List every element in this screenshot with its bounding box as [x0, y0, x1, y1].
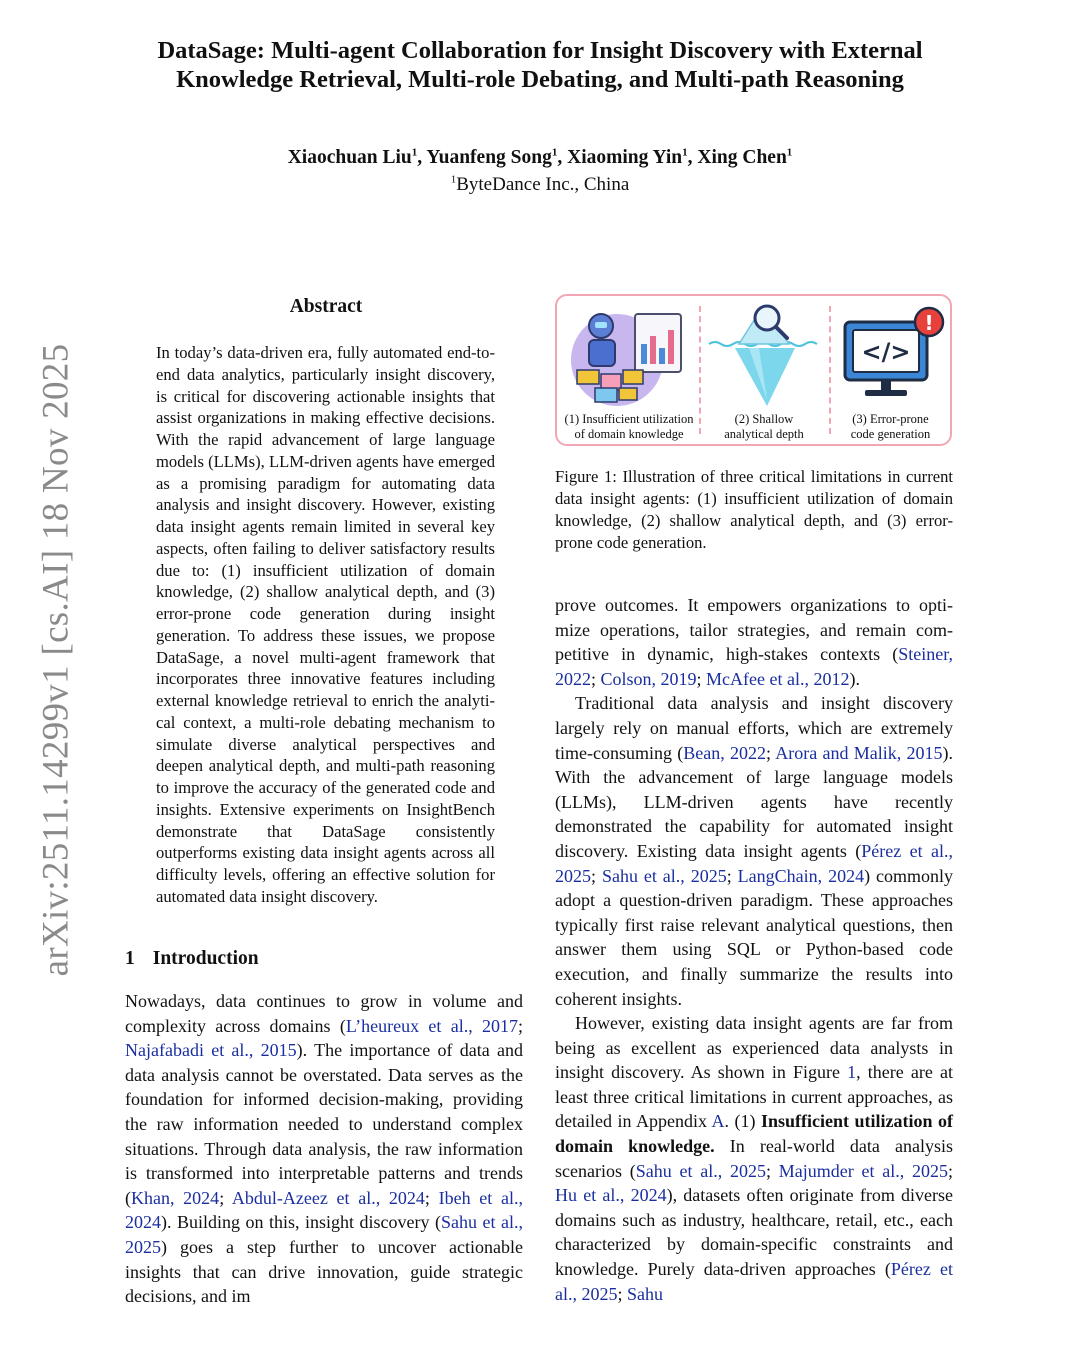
abstract-heading: Abstract	[289, 296, 363, 317]
body-text: ).	[849, 668, 860, 689]
citation-link[interactable]: Sahu et al., 2025	[601, 865, 727, 886]
section-heading	[125, 948, 259, 970]
citation-link[interactable]: Hu et al., 2024	[555, 1185, 667, 1206]
figure-caption: Figure 1: Illustration of three critical limitations in current data insight agents: (1) insufficient utilization of domain knowledge, (2) shallow analytical depth, and (3) error-prone code generation.	[555, 467, 953, 552]
code-symbol: </>	[861, 338, 911, 366]
panel-label: (3) Error-prone code generation	[850, 412, 931, 441]
citation-link[interactable]: LangChain, 2024	[737, 865, 865, 886]
body-text: ;	[765, 742, 776, 763]
paragraph	[555, 1011, 953, 1306]
citation-link[interactable]: Khan, 2024	[131, 1187, 220, 1208]
title-line-1: DataSage: Multi-agent Collaboration for Insight Discovery with External	[157, 37, 923, 64]
citation-link[interactable]: Abdul-Azeez et al., 2024	[231, 1187, 425, 1208]
paper-title	[60, 36, 1020, 94]
alert-icon: !	[924, 311, 934, 335]
citation-link[interactable]: Sahu et al., 2025	[635, 1160, 766, 1181]
abstract-body: In today’s data-driven era, fully automated end-to-end data analytics, particularly insight discovery, is critical for discovering actionable insights that assist organizations in making effective decisions. With the rapid advancement of large language models (LLMs), LLM-driven agents have emerged as a promising paradigm for automating data analysis and insight discovery. However, existing data insight agents remain limited in several key aspects, often failing to deliver satisfactory results due to: (1) insufficient utilization of domain knowledge, (2) shallow analytical depth, and (3) error-prone code generation during insight generation. To address these issues, we propose DataSage, a novel multi-agent framework that incorporates three innovative features including external knowledge retrieval to enrich the analytical context, a multi-role debating mechanism to simulate diverse analytical perspectives and deepen analytical depth, and multi-path reasoning to improve the accuracy of the generated code and insights. Extensive experiments on InsightBench demonstrate that DataSage consistently outperforms existing data insight agents across all difficulty levels, offering an effective solution for automated data insight discovery.	[156, 343, 495, 906]
monitor-code-icon	[835, 300, 949, 410]
iceberg-magnifier-icon	[705, 300, 825, 410]
body-text: ). With the advancement of large language models (LLMs), LLM-driven agents have recently demonstrated the capability for automated insight discovery. Existing data insight agents (	[555, 742, 953, 861]
body-text: Nowadays, data continues to grow in volume and complexity across domains (	[125, 991, 523, 1036]
panel-label: (2) Shallow analytical depth	[724, 412, 804, 441]
citation-link[interactable]: Najafabadi et al., 2015	[125, 1040, 297, 1061]
body-text: Traditional data analysis and insight discovery largely rely on manual efforts, which are extremely time-consuming (	[555, 693, 953, 763]
paragraph	[555, 593, 953, 691]
body-text: However, existing data insight agents are far from being as excellent as experienced data analysts in insight discovery. As shown in Figure	[555, 1013, 953, 1083]
body-text: ;	[591, 668, 601, 689]
intro-right-column	[555, 593, 953, 1306]
body-text: ). Building on this, insight discovery (	[161, 1212, 442, 1233]
paragraph	[555, 691, 953, 1011]
robot-puzzle-icon	[565, 300, 695, 410]
citation-link[interactable]: Majumder et al., 2025	[778, 1160, 948, 1181]
author: Xiaochuan Liu$^1$,	[287, 146, 427, 168]
section-number: 1	[125, 948, 135, 969]
author: Xing Chen$^1$	[697, 146, 793, 168]
citation-link[interactable]: Sahu et al., 2025	[125, 1212, 523, 1257]
author-list	[60, 146, 1020, 170]
author: Yuanfeng Song$^1$,	[426, 146, 568, 168]
body-text: ;	[947, 1160, 953, 1181]
citation-link[interactable]: Arora and Malik, 2015	[775, 742, 943, 763]
body-text: ;	[617, 1283, 628, 1304]
body-text: ;	[591, 865, 602, 886]
body-text: ) commonly adopt a question-driven paradigm. These approaches typically first raise relevant analytical questions, then answer them using SQL or Python-based code execution, and finally summarize the results into coherent insights.	[555, 865, 953, 1009]
citation-link[interactable]: Colson, 2019	[600, 668, 697, 689]
arxiv-identifier: arXiv:2511.14299v1 [cs.AI] 18 Nov 2025	[35, 343, 77, 977]
body-text: In real-world data analysis scenarios (	[555, 1136, 953, 1181]
body-text: ;	[424, 1187, 439, 1208]
section-title: Introduction	[152, 948, 259, 969]
body-text: , there are at least three critical limitations in current approaches, as detailed in Appendix	[555, 1062, 954, 1132]
citation-link[interactable]: L’heureux et al., 2017	[345, 1015, 518, 1036]
affiliation: $^1$ByteDance Inc., China	[450, 173, 630, 195]
body-text: . (1)	[724, 1111, 761, 1132]
bold-text: Insufficient utilization of domain knowledge.	[555, 1111, 953, 1157]
citation-link[interactable]: Pérez et al., 2025	[555, 840, 954, 886]
figure-1	[555, 294, 952, 446]
citation-link[interactable]: Sahu	[627, 1283, 664, 1304]
title-line-2: Knowledge Retrieval, Multi-role Debating, and Multi-path Reasoning	[176, 66, 904, 93]
body-text: ). The importance of data and data analysis cannot be overstated. Data serves as the foundation for informed decision-making, providing the raw information needed to understand complex situations. Through data analysis, the raw information is transformed into interpretable patterns and trends (	[125, 1040, 523, 1208]
body-text: ;	[696, 668, 707, 689]
citation-link[interactable]: A	[711, 1111, 725, 1132]
author: Xiaoming Yin$^1$,	[567, 146, 698, 168]
citation-link[interactable]: Bean, 2022	[683, 742, 766, 763]
body-text: ;	[765, 1160, 779, 1181]
panel-label: (1) Insufficient utilization of domain knowledge	[564, 412, 694, 441]
citation-link[interactable]: McAfee et al., 2012	[706, 668, 850, 689]
body-text: ;	[517, 1015, 523, 1036]
citation-link[interactable]: Pérez et al., 2025	[555, 1259, 953, 1304]
intro-left-column	[125, 989, 523, 1309]
citation-link[interactable]: 1	[847, 1062, 857, 1083]
body-text: ;	[219, 1187, 232, 1208]
body-text: ;	[726, 865, 738, 886]
body-text: ), datasets often originate from diverse domains such as industry, healthcare, retail, etc., each characterized by domain-specific constraints and knowledge. Purely data-driven approaches (	[555, 1185, 954, 1280]
citation-link[interactable]: Steiner, 2022	[555, 644, 953, 689]
citation-link[interactable]: Ibeh et al., 2024	[125, 1187, 523, 1233]
body-text: ) goes a step further to uncover actionable insights that can drive innovation, guide strategic decisions, and im	[125, 1236, 523, 1307]
body-text: prove outcomes. It empowers organizations to optimize operations, tailor strategies, and remain competitive in dynamic, high-stakes contexts (	[555, 595, 953, 665]
